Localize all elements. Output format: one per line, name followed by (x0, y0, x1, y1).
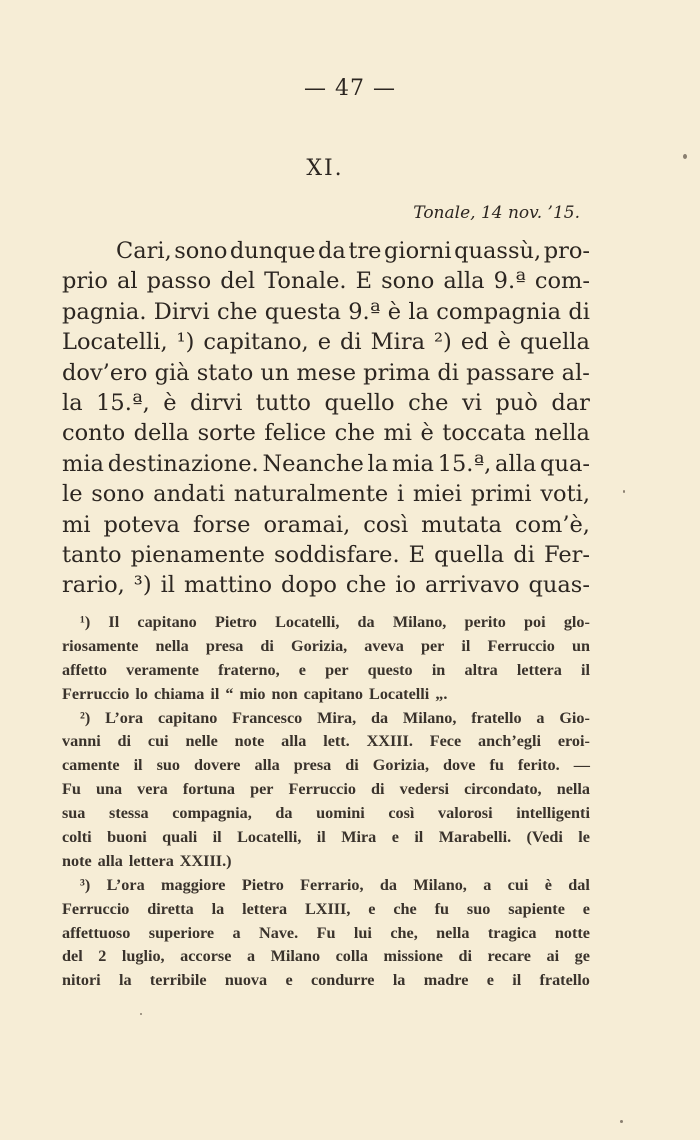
footnote-line: Fu una vera fortuna per Ferruccio di vedersi circondato, nella (62, 780, 590, 799)
text-line: Cari, sono dunque da tre giorni quassù, pro- (116, 238, 590, 264)
text-line: dov’ero già stato un mese prima di passare al- (62, 359, 590, 386)
text-line: la 15.ª, è dirvi tutto quello che vi può dar (62, 389, 590, 416)
text-line: mi poteva forse oramai, così mutata com’è, (62, 511, 590, 538)
footnote-line: ²) L’ora capitano Francesco Mira, da Milano, fratello a Gio- (80, 708, 590, 727)
paper-speck (620, 1120, 623, 1123)
text-line: conto della sorte felice che mi è toccata nella (62, 420, 590, 447)
letter-body (62, 236, 590, 601)
text-line: mia destinazione. Neanche la mia 15.ª, alla qua- (62, 450, 590, 477)
page-number: — 47 — (304, 76, 396, 101)
paper-speck (683, 154, 687, 159)
footnote-line: colti buoni quali il Locatelli, il Mira e il Marabelli. (Vedi le (62, 828, 590, 847)
footnote-line: camente il suo dovere alla presa di Gorizia, dove fu ferito. — (62, 756, 590, 775)
footnote-line: note alla lettera XXIII.) (62, 851, 232, 870)
letter-dateline: Tonale, 14 nov. ’15. (413, 203, 580, 223)
footnote-line: del 2 luglio, accorse a Milano colla missione di recare ai ge (62, 947, 590, 966)
footnote-line: ³) L’ora maggiore Pietro Ferrario, da Milano, a cui è dal (80, 875, 590, 894)
paper-speck (623, 490, 625, 493)
footnote-line: riosamente nella presa di Gorizia, aveva per il Ferruccio un (62, 636, 590, 655)
text-line: Locatelli, ¹) capitano, e di Mira ²) ed è quella (62, 329, 590, 356)
footnote-line: sua stessa compagnia, da uomini così valorosi intelligenti (62, 804, 590, 823)
text-line: prio al passo del Tonale. E sono alla 9.ª com- (62, 268, 590, 295)
footnote-line: ¹) Il capitano Pietro Locatelli, da Milano, perito poi glo- (80, 613, 590, 631)
footnote-line: Ferruccio lo chiama il “ mio non capitano Locatelli „. (62, 684, 448, 703)
footnotes (62, 611, 590, 993)
text-line: tanto pienamente soddisfare. E quella di Fer- (62, 541, 590, 568)
footnote-line: Ferruccio diretta la lettera LXIII, e che fu suo sapiente e (62, 899, 590, 918)
text-line: le sono andati naturalmente i miei primi voti, (62, 481, 590, 508)
footnote-line: nitori la terribile nuova e condurre la madre e il fratello (62, 971, 590, 990)
text-line: rario, ³) il mattino dopo che io arrivavo quas- (62, 572, 590, 599)
text-line: pagnia. Dirvi che questa 9.ª è la compagnia di (62, 298, 590, 325)
chapter-heading: XI. (306, 156, 344, 181)
paper-speck (140, 1013, 142, 1015)
footnote-line: vanni di cui nelle note alla lett. XXIII. Fece anch’egli eroi- (62, 732, 590, 751)
footnote-line: affetto veramente fraterno, e per questo in altra lettera il (62, 660, 590, 679)
footnote-line: affettuoso superiore a Nave. Fu lui che, nella tragica notte (62, 923, 590, 942)
